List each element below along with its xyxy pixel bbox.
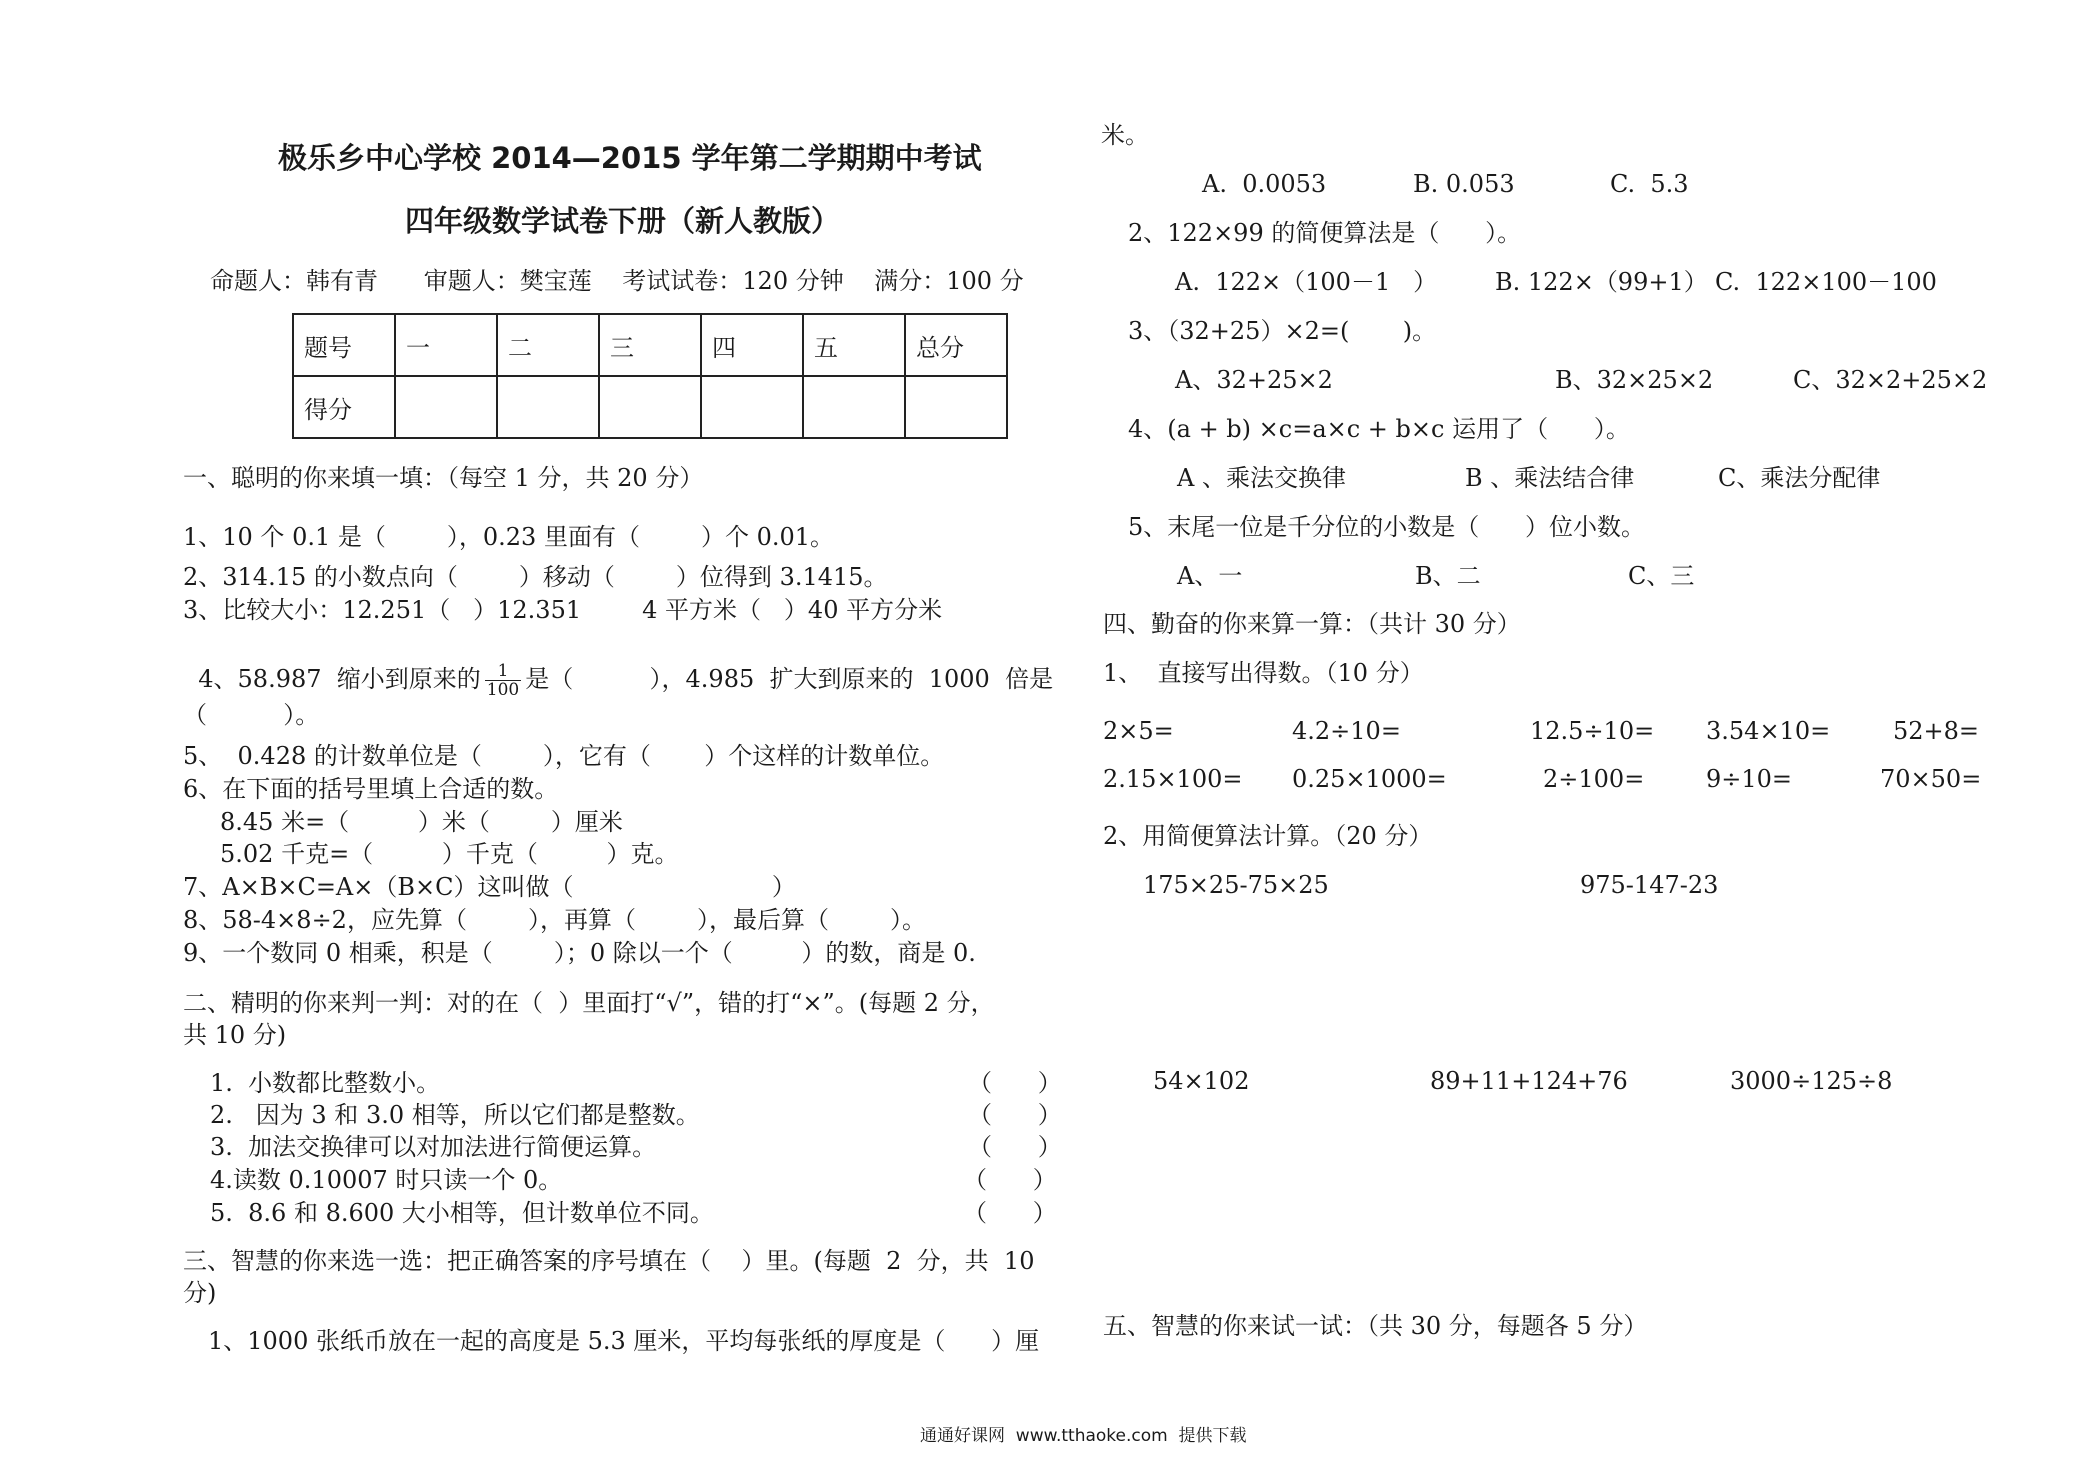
s3-question-4: 4、(a + b) ×c=a×c + b×c 运用了（ ）。 — [1128, 415, 1630, 443]
score-input-cell[interactable] — [599, 376, 701, 438]
s1-question-2: 2、314.15 的小数点向（ ）移动（ ）位得到 3.1415。 — [183, 563, 888, 591]
s1-question-6: 6、在下面的括号里填上合适的数。 — [183, 775, 559, 803]
s4-simplify-calc: 89+11+124+76 — [1430, 1067, 1628, 1095]
s3-q1-option-b[interactable]: B. 0.053 — [1413, 170, 1515, 198]
s3-q4-option-b[interactable]: B 、乘法结合律 — [1465, 464, 1635, 492]
s2-item-2: 2. 因为 3 和 3.0 相等，所以它们都是整数。 — [210, 1101, 700, 1129]
s4-simplify-calc: 3000÷125÷8 — [1730, 1067, 1893, 1095]
section3-heading-line1: 三、智慧的你来选一选：把正确答案的序号填在（ ）里。(每题 2 分，共 10 — [183, 1247, 1035, 1275]
s3-q2-option-b[interactable]: B. 122×（99+1） — [1495, 268, 1708, 296]
s1-question-1: 1、10 个 0.1 是（ ），0.23 里面有（ ）个 0.01。 — [183, 523, 835, 551]
section1-heading: 一、聪明的你来填一填：（每空 1 分，共 20 分） — [183, 464, 704, 492]
score-table-header-row — [293, 314, 1007, 376]
s4-mental-calc: 3.54×10= — [1706, 717, 1831, 745]
s4-mental-calc: 2×5= — [1103, 717, 1174, 745]
s3-q2-option-c[interactable]: C. 122×100－100 — [1715, 268, 1937, 296]
s3-q4-option-a[interactable]: A 、乘法交换律 — [1177, 464, 1346, 492]
section4-heading: 四、勤奋的你来算一算：（共计 30 分） — [1103, 610, 1521, 638]
s4-mental-calc: 9÷10= — [1706, 765, 1793, 793]
score-input-cell[interactable] — [497, 376, 599, 438]
score-cell: 五 — [803, 314, 905, 376]
s1-question-4-part-b: 是（ ），4.985 扩大到原来的 1000 倍是 — [525, 665, 1054, 693]
exam-info: 命题人：韩有青 审题人：樊宝莲 考试试卷：120 分钟 满分：100 分 — [210, 267, 1024, 295]
s4-mental-calc: 52+8= — [1893, 717, 1980, 745]
s2-answer-paren[interactable]: （ ） — [963, 1199, 1057, 1227]
s3-q5-option-b[interactable]: B、二 — [1415, 562, 1481, 590]
section5-heading: 五、智慧的你来试一试：（共 30 分，每题各 5 分） — [1103, 1312, 1648, 1340]
s2-item-4: 4.读数 0.10007 时只读一个 0。 — [210, 1166, 563, 1194]
s3-q3-option-c[interactable]: C、32×2+25×2 — [1793, 366, 1988, 394]
section3-heading-line2: 分) — [183, 1279, 217, 1307]
s1-question-4-cont: （ ）。 — [183, 701, 320, 729]
s4-simplify-calc: 975-147-23 — [1580, 871, 1719, 899]
s4-mental-calc: 12.5÷10= — [1530, 717, 1655, 745]
score-cell: 四 — [701, 314, 803, 376]
fraction-one-hundredth: $\frac{1}{100}$ — [486, 661, 520, 700]
score-cell: 总分 — [905, 314, 1007, 376]
s1-question-5: 5、 0.428 的计数单位是（ ），它有（ ）个这样的计数单位。 — [183, 742, 945, 770]
s3-question-1: 1、1000 张纸币放在一起的高度是 5.3 厘米，平均每张纸的厚度是（ ）厘 — [208, 1327, 1040, 1355]
s2-answer-paren[interactable]: （ ） — [963, 1166, 1057, 1194]
score-input-cell[interactable] — [395, 376, 497, 438]
exam-title-line1: 极乐乡中心学校 2014—2015 学年第二学期期中考试 — [278, 141, 982, 175]
exam-title-line2: 四年级数学试卷下册（新人教版） — [405, 204, 841, 238]
s4-mental-calc: 2÷100= — [1543, 765, 1645, 793]
s3-q3-option-a[interactable]: A、32+25×2 — [1175, 366, 1333, 394]
s3-q2-option-a[interactable]: A. 122×（100－1 ） — [1175, 268, 1438, 296]
score-table — [292, 313, 1008, 439]
s2-item-1: 1. 小数都比整数小。 — [210, 1069, 441, 1097]
s3-q3-option-b[interactable]: B、32×25×2 — [1555, 366, 1714, 394]
s4-mental-calc: 4.2÷10= — [1292, 717, 1401, 745]
s2-item-5: 5. 8.6 和 8.600 大小相等，但计数单位不同。 — [210, 1199, 714, 1227]
s4-mental-calc: 0.25×1000= — [1292, 765, 1447, 793]
s4-mental-calc: 2.15×100= — [1103, 765, 1243, 793]
s4-sub-1: 1、 直接写出得数。（10 分） — [1103, 659, 1424, 687]
s1-question-9: 9、一个数同 0 相乘，积是（ ）；0 除以一个（ ）的数，商是 0. — [183, 939, 976, 967]
s3-q5-option-c[interactable]: C、三 — [1628, 562, 1695, 590]
score-cell: 三 — [599, 314, 701, 376]
s3-question-1-cont: 米。 — [1101, 121, 1149, 149]
s3-q4-option-c[interactable]: C、乘法分配律 — [1718, 464, 1881, 492]
s3-question-3: 3、（32+25）×2=( )。 — [1128, 317, 1437, 345]
score-cell: 题号 — [293, 314, 395, 376]
section2-heading-line1: 二、精明的你来判一判：对的在（ ）里面打“√”，错的打“×”。(每题 2 分， — [183, 989, 995, 1017]
score-input-cell[interactable] — [905, 376, 1007, 438]
score-table-score-row — [293, 376, 1007, 438]
s2-answer-paren[interactable]: （ ） — [968, 1069, 1062, 1097]
score-cell: 得分 — [293, 376, 395, 438]
s1-question-3: 3、比较大小：12.251（ ）12.351 4 平方米（ ）40 平方分米 — [183, 596, 943, 624]
s4-sub-2: 2、用简便算法计算。（20 分） — [1103, 822, 1433, 850]
s3-question-2: 2、122×99 的简便算法是（ ）。 — [1128, 219, 1522, 247]
s1-question-7: 7、A×B×C=A×（B×C）这叫做（ ） — [183, 873, 796, 901]
s2-answer-paren[interactable]: （ ） — [968, 1101, 1062, 1129]
s4-simplify-calc: 175×25-75×25 — [1143, 871, 1329, 899]
s3-q1-option-c[interactable]: C. 5.3 — [1610, 170, 1689, 198]
score-input-cell[interactable] — [701, 376, 803, 438]
s1-question-8: 8、58-4×8÷2，应先算（ ），再算（ ），最后算（ ）。 — [183, 906, 927, 934]
footer-watermark: 通通好课网 www.tthaoke.com 提供下载 — [920, 1426, 1247, 1446]
s3-question-5: 5、末尾一位是千分位的小数是（ ）位小数。 — [1128, 513, 1646, 541]
score-cell: 一 — [395, 314, 497, 376]
s1-question-4-part-a: 4、58.987 缩小到原来的 — [198, 665, 481, 693]
s2-answer-paren[interactable]: （ ） — [968, 1133, 1062, 1161]
s4-mental-calc: 70×50= — [1880, 765, 1982, 793]
score-cell: 二 — [497, 314, 599, 376]
s1-question-4 — [183, 632, 1053, 699]
section2-heading-line2: 共 10 分) — [183, 1021, 287, 1049]
s1-question-6a: 8.45 米=（ ）米（ ）厘米 — [220, 808, 623, 836]
s1-question-6b: 5.02 千克=（ ）千克（ ）克。 — [220, 840, 679, 868]
score-input-cell[interactable] — [803, 376, 905, 438]
s2-item-3: 3. 加法交换律可以对加法进行简便运算。 — [210, 1133, 657, 1161]
s3-q1-option-a[interactable]: A. 0.0053 — [1202, 170, 1327, 198]
s3-q5-option-a[interactable]: A、一 — [1177, 562, 1243, 590]
s4-simplify-calc: 54×102 — [1153, 1067, 1250, 1095]
